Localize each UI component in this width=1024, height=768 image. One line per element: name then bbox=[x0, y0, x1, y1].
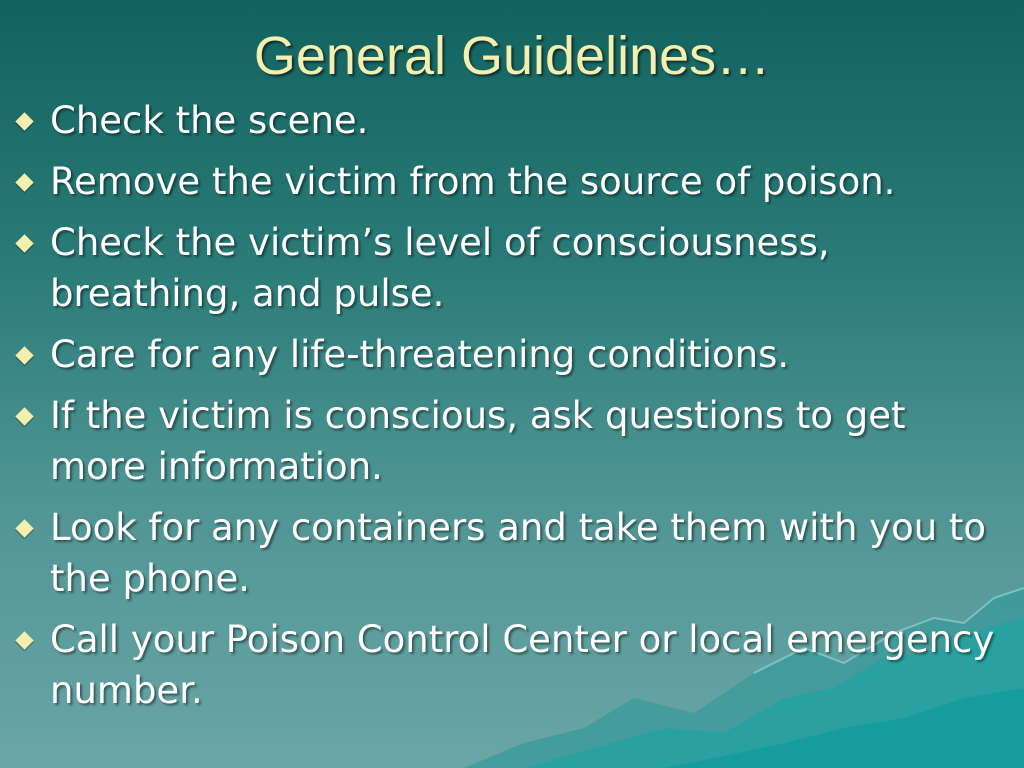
bullet-text: Check the scene. bbox=[50, 99, 369, 142]
bullet-item bbox=[12, 156, 1012, 207]
slide-title: General Guidelines… bbox=[253, 26, 771, 86]
diamond-bullet-icon bbox=[15, 407, 33, 425]
bullet-item bbox=[12, 502, 1012, 604]
bullet-list bbox=[12, 95, 1012, 726]
diamond-bullet-icon bbox=[15, 519, 33, 537]
bullet-item bbox=[12, 329, 1012, 380]
bullet-item bbox=[12, 95, 1012, 146]
bullet-text: If the victim is conscious, ask questions to get more information. bbox=[50, 394, 906, 488]
bullet-item bbox=[12, 614, 1012, 716]
bullet-text: Look for any containers and take them with you to the phone. bbox=[50, 506, 987, 600]
diamond-bullet-icon bbox=[15, 173, 33, 191]
bullet-item bbox=[12, 217, 1012, 319]
bullet-text: Call your Poison Control Center or local emergency number. bbox=[50, 618, 995, 712]
diamond-bullet-icon bbox=[15, 631, 33, 649]
bullet-text: Care for any life-threatening conditions. bbox=[50, 333, 790, 376]
diamond-bullet-icon bbox=[15, 234, 33, 252]
diamond-bullet-icon bbox=[15, 346, 33, 364]
diamond-bullet-icon bbox=[15, 112, 33, 130]
bullet-text: Check the victim’s level of consciousness, breathing, and pulse. bbox=[50, 221, 830, 315]
bullet-item bbox=[12, 390, 1012, 492]
bullet-text: Remove the victim from the source of poison. bbox=[50, 160, 896, 203]
